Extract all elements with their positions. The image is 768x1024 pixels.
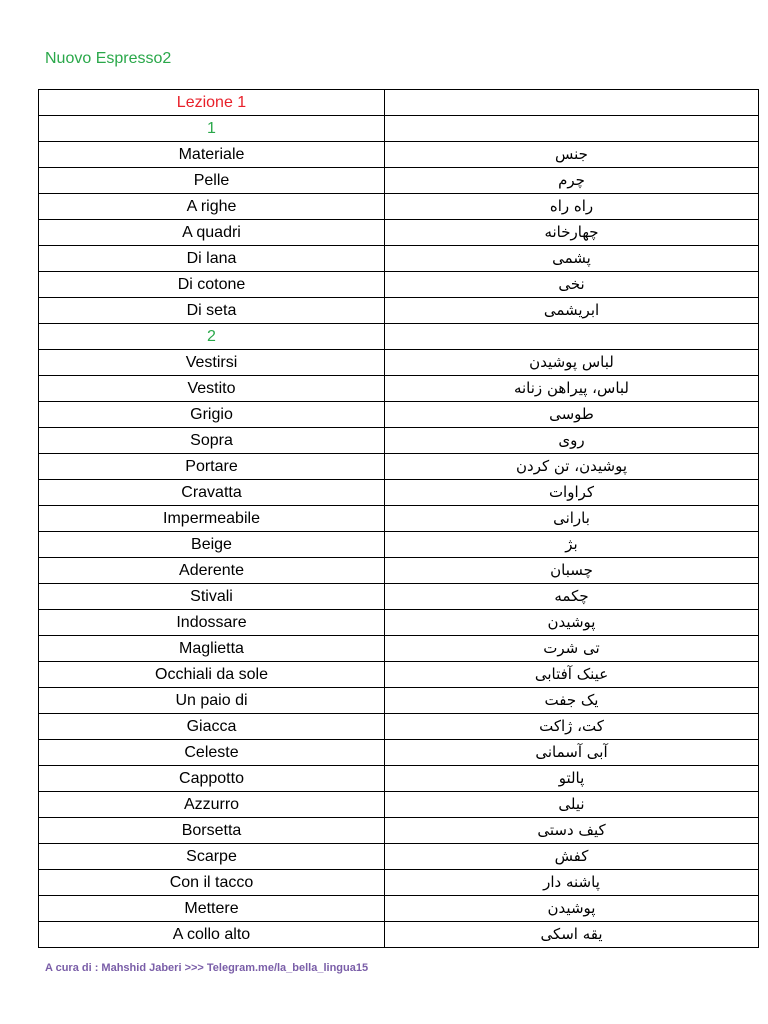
- persian-translation: طوسی: [385, 402, 759, 428]
- table-row: [39, 324, 759, 350]
- persian-translation: راه راه: [385, 194, 759, 220]
- italian-word: Indossare: [39, 610, 385, 636]
- persian-translation: نخی: [385, 272, 759, 298]
- section-number: 1: [39, 116, 385, 142]
- table-row: [39, 610, 759, 636]
- persian-translation: چهارخانه: [385, 220, 759, 246]
- persian-translation: پاشنه دار: [385, 870, 759, 896]
- table-row: [39, 220, 759, 246]
- persian-translation: لباس پوشیدن: [385, 350, 759, 376]
- table-row: [39, 870, 759, 896]
- table-row: [39, 688, 759, 714]
- persian-translation: [385, 324, 759, 350]
- italian-word: Cravatta: [39, 480, 385, 506]
- table-row: [39, 584, 759, 610]
- italian-word: Mettere: [39, 896, 385, 922]
- table-row: [39, 246, 759, 272]
- table-row: [39, 428, 759, 454]
- table-row: [39, 168, 759, 194]
- table-row: [39, 818, 759, 844]
- italian-word: Aderente: [39, 558, 385, 584]
- lesson-heading: Lezione 1: [39, 90, 385, 116]
- italian-word: Grigio: [39, 402, 385, 428]
- italian-word: Con il tacco: [39, 870, 385, 896]
- italian-word: Beige: [39, 532, 385, 558]
- italian-word: Occhiali da sole: [39, 662, 385, 688]
- persian-translation: آبی آسمانی: [385, 740, 759, 766]
- persian-translation: جنس: [385, 142, 759, 168]
- persian-translation: لباس، پیراهن زنانه: [385, 376, 759, 402]
- persian-translation: یقه اسکی: [385, 922, 759, 948]
- persian-translation: چسبان: [385, 558, 759, 584]
- persian-translation: بارانی: [385, 506, 759, 532]
- persian-translation: [385, 90, 759, 116]
- italian-word: Scarpe: [39, 844, 385, 870]
- persian-translation: پوشیدن: [385, 610, 759, 636]
- table-row: [39, 350, 759, 376]
- table-row: [39, 792, 759, 818]
- section-number: 2: [39, 324, 385, 350]
- persian-translation: کراوات: [385, 480, 759, 506]
- persian-translation: روی: [385, 428, 759, 454]
- table-row: [39, 844, 759, 870]
- table-row: [39, 506, 759, 532]
- table-row: [39, 402, 759, 428]
- table-row: [39, 376, 759, 402]
- table-row: [39, 532, 759, 558]
- table-row: [39, 558, 759, 584]
- italian-word: Borsetta: [39, 818, 385, 844]
- italian-word: Cappotto: [39, 766, 385, 792]
- table-row: [39, 766, 759, 792]
- italian-word: A righe: [39, 194, 385, 220]
- italian-word: Un paio di: [39, 688, 385, 714]
- italian-word: Di cotone: [39, 272, 385, 298]
- persian-translation: چکمه: [385, 584, 759, 610]
- footer-credit: A cura di : Mahshid Jaberi >>> Telegram.me/la_bella_lingua15: [45, 962, 369, 974]
- table-row: [39, 116, 759, 142]
- table-row: [39, 636, 759, 662]
- table-row: [39, 298, 759, 324]
- persian-translation: پوشیدن، تن کردن: [385, 454, 759, 480]
- table-row: [39, 142, 759, 168]
- persian-translation: یک جفت: [385, 688, 759, 714]
- italian-word: Stivali: [39, 584, 385, 610]
- persian-translation: نیلی: [385, 792, 759, 818]
- italian-word: Maglietta: [39, 636, 385, 662]
- persian-translation: [385, 116, 759, 142]
- persian-translation: تی شرت: [385, 636, 759, 662]
- italian-word: A collo alto: [39, 922, 385, 948]
- persian-translation: پشمی: [385, 246, 759, 272]
- persian-translation: چرم: [385, 168, 759, 194]
- persian-translation: کت، ژاکت: [385, 714, 759, 740]
- table-row: [39, 90, 759, 116]
- persian-translation: پالتو: [385, 766, 759, 792]
- document-title: Nuovo Espresso2: [45, 50, 172, 67]
- table-row: [39, 272, 759, 298]
- italian-word: Portare: [39, 454, 385, 480]
- italian-word: Azzurro: [39, 792, 385, 818]
- italian-word: Di seta: [39, 298, 385, 324]
- persian-translation: بژ: [385, 532, 759, 558]
- table-row: [39, 714, 759, 740]
- vocabulary-table: [38, 89, 759, 948]
- italian-word: Giacca: [39, 714, 385, 740]
- table-row: [39, 922, 759, 948]
- vocabulary-table-body: [39, 90, 759, 948]
- table-row: [39, 740, 759, 766]
- persian-translation: پوشیدن: [385, 896, 759, 922]
- italian-word: Pelle: [39, 168, 385, 194]
- table-row: [39, 896, 759, 922]
- persian-translation: کیف دستی: [385, 818, 759, 844]
- italian-word: Sopra: [39, 428, 385, 454]
- italian-word: Impermeabile: [39, 506, 385, 532]
- italian-word: A quadri: [39, 220, 385, 246]
- italian-word: Celeste: [39, 740, 385, 766]
- italian-word: Di lana: [39, 246, 385, 272]
- table-row: [39, 454, 759, 480]
- persian-translation: کفش: [385, 844, 759, 870]
- persian-translation: عینک آفتابی: [385, 662, 759, 688]
- table-row: [39, 194, 759, 220]
- table-row: [39, 480, 759, 506]
- italian-word: Vestirsi: [39, 350, 385, 376]
- italian-word: Materiale: [39, 142, 385, 168]
- italian-word: Vestito: [39, 376, 385, 402]
- persian-translation: ابریشمی: [385, 298, 759, 324]
- table-row: [39, 662, 759, 688]
